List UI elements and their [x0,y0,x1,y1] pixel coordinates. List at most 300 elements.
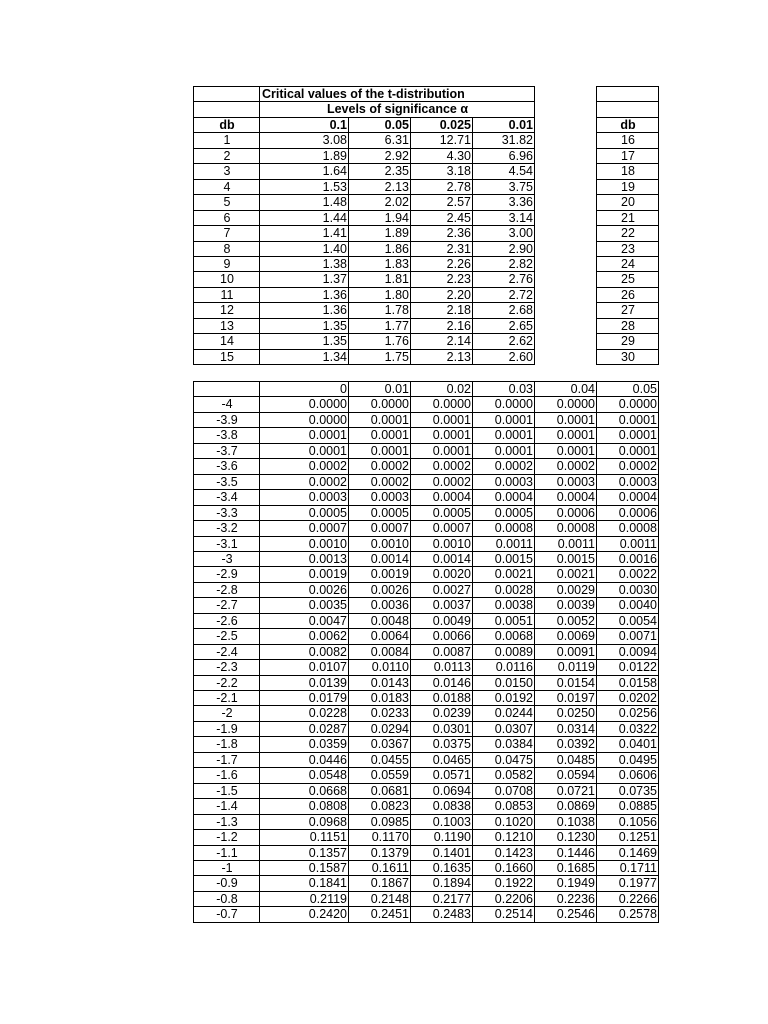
probability-cell: 0.1210 [472,829,535,845]
probability-cell: 0.1020 [472,814,535,830]
probability-cell: 0.0322 [596,721,659,737]
probability-cell: 0.0013 [259,551,349,567]
z-value-cell: -3.4 [193,489,260,505]
alpha-header: 0.1 [259,117,349,133]
critical-value-cell: 2.45 [410,210,473,226]
probability-cell: 0.0143 [348,675,411,691]
critical-value-cell: 2.65 [472,318,535,334]
probability-cell: 0.0823 [348,798,411,814]
probability-cell: 0.0359 [259,736,349,752]
probability-cell: 0.2578 [596,906,659,922]
critical-value-cell: 2.20 [410,287,473,303]
probability-cell: 0.0094 [596,644,659,660]
z-value-cell: -2.9 [193,566,260,582]
probability-cell: 0.1446 [534,845,597,861]
probability-cell: 0.0001 [472,412,535,428]
probability-cell: 0.0052 [534,613,597,629]
probability-cell: 0.0004 [534,489,597,505]
probability-cell: 0.0150 [472,675,535,691]
probability-cell: 0.0107 [259,659,349,675]
critical-value-cell: 3.36 [472,194,535,210]
probability-cell: 0.1230 [534,829,597,845]
probability-cell: 0.0001 [259,427,349,443]
probability-cell: 0.0735 [596,783,659,799]
right-df-cell: 28 [596,318,659,334]
critical-value-cell: 1.36 [259,302,349,318]
probability-cell: 0.0548 [259,767,349,783]
z-value-cell: -1 [193,860,260,876]
critical-value-cell: 1.64 [259,163,349,179]
probability-cell: 0.0016 [596,551,659,567]
probability-cell: 0.0119 [534,659,597,675]
critical-value-cell: 1.81 [348,271,411,287]
probability-cell: 0.0087 [410,644,473,660]
probability-cell: 0.0021 [472,566,535,582]
probability-cell: 0.0001 [410,443,473,459]
probability-cell: 0.1423 [472,845,535,861]
probability-cell: 0.0005 [410,505,473,521]
z-value-cell: -3.5 [193,474,260,490]
probability-cell: 0.0485 [534,752,597,768]
probability-cell: 0.0026 [348,582,411,598]
probability-cell: 0.0003 [348,489,411,505]
critical-value-cell: 12.71 [410,132,473,148]
critical-value-cell: 2.57 [410,194,473,210]
probability-cell: 0.1949 [534,875,597,891]
z-value-cell: -3.6 [193,458,260,474]
probability-cell: 0.0002 [259,474,349,490]
probability-cell: 0.0244 [472,705,535,721]
probability-cell: 0.1711 [596,860,659,876]
critical-value-cell: 2.14 [410,333,473,349]
z-value-cell: -3 [193,551,260,567]
probability-cell: 0.0000 [259,412,349,428]
probability-cell: 0.0002 [472,458,535,474]
probability-cell: 0.0002 [348,474,411,490]
z-decimal-header: 0.03 [472,381,535,397]
probability-cell: 0.0007 [410,520,473,536]
probability-cell: 0.0367 [348,736,411,752]
probability-cell: 0.2420 [259,906,349,922]
probability-cell: 0.1038 [534,814,597,830]
probability-cell: 0.0014 [348,551,411,567]
probability-cell: 0.0005 [472,505,535,521]
z-decimal-header: 0 [259,381,349,397]
df-cell: 5 [193,194,260,210]
right-df-cell: 17 [596,148,659,164]
probability-cell: 0.0606 [596,767,659,783]
probability-cell: 0.0002 [410,458,473,474]
right-df-cell: 19 [596,179,659,195]
critical-value-cell: 1.35 [259,333,349,349]
probability-cell: 0.0004 [596,489,659,505]
critical-value-cell: 1.75 [348,349,411,365]
probability-cell: 0.1841 [259,875,349,891]
right-df-cell: 25 [596,271,659,287]
probability-cell: 0.0004 [410,489,473,505]
probability-cell: 0.0183 [348,690,411,706]
critical-value-cell: 2.23 [410,271,473,287]
probability-cell: 0.0294 [348,721,411,737]
z-value-cell: -2 [193,705,260,721]
probability-cell: 0.0002 [534,458,597,474]
critical-value-cell: 2.72 [472,287,535,303]
probability-cell: 0.0885 [596,798,659,814]
probability-cell: 0.0838 [410,798,473,814]
critical-value-cell: 2.68 [472,302,535,318]
z-value-cell: -1.9 [193,721,260,737]
probability-cell: 0.0037 [410,597,473,613]
critical-value-cell: 1.40 [259,241,349,257]
probability-cell: 0.0721 [534,783,597,799]
probability-cell: 0.2177 [410,891,473,907]
probability-cell: 0.0582 [472,767,535,783]
probability-cell: 0.0001 [410,427,473,443]
probability-cell: 0.0029 [534,582,597,598]
critical-value-cell: 6.96 [472,148,535,164]
probability-cell: 0.0694 [410,783,473,799]
z-value-cell: -4 [193,396,260,412]
probability-cell: 0.0154 [534,675,597,691]
probability-cell: 0.0008 [534,520,597,536]
z-value-cell: -1.7 [193,752,260,768]
df-cell: 14 [193,333,260,349]
probability-cell: 0.0064 [348,628,411,644]
probability-cell: 0.0027 [410,582,473,598]
probability-cell: 0.0071 [596,628,659,644]
probability-cell: 0.2206 [472,891,535,907]
probability-cell: 0.0869 [534,798,597,814]
probability-cell: 0.1635 [410,860,473,876]
probability-cell: 0.1660 [472,860,535,876]
significance-levels-label: Levels of significance α [259,101,535,117]
probability-cell: 0.0001 [348,412,411,428]
probability-cell: 0.0853 [472,798,535,814]
right-df-cell: 16 [596,132,659,148]
probability-cell: 0.0006 [534,505,597,521]
table2-bottom-border [193,922,659,923]
probability-cell: 0.0001 [259,443,349,459]
df-cell: 4 [193,179,260,195]
z-value-cell: -3.1 [193,536,260,552]
probability-cell: 0.0066 [410,628,473,644]
alpha-header: 0.05 [348,117,411,133]
probability-cell: 0.0110 [348,659,411,675]
probability-cell: 0.0475 [472,752,535,768]
probability-cell: 0.0014 [410,551,473,567]
probability-cell: 0.1401 [410,845,473,861]
probability-cell: 0.0001 [534,427,597,443]
right-df-header: db [596,117,659,133]
z-value-cell: -1.1 [193,845,260,861]
probability-cell: 0.0384 [472,736,535,752]
probability-cell: 0.0003 [596,474,659,490]
df-cell: 2 [193,148,260,164]
z-value-cell: -1.2 [193,829,260,845]
z-value-cell: -2.5 [193,628,260,644]
right-df-cell: 22 [596,225,659,241]
probability-cell: 0.0192 [472,690,535,706]
z-value-cell: -2.1 [193,690,260,706]
probability-cell: 0.0594 [534,767,597,783]
right-df-cell: 18 [596,163,659,179]
z-decimal-header: 0.05 [596,381,659,397]
probability-cell: 0.0003 [259,489,349,505]
critical-value-cell: 2.82 [472,256,535,272]
probability-cell: 0.0256 [596,705,659,721]
z-decimal-header: 0.02 [410,381,473,397]
critical-value-cell: 1.38 [259,256,349,272]
probability-cell: 0.2483 [410,906,473,922]
probability-cell: 0.0084 [348,644,411,660]
probability-cell: 0.0559 [348,767,411,783]
probability-cell: 0.0069 [534,628,597,644]
probability-cell: 0.0179 [259,690,349,706]
probability-cell: 0.0001 [534,412,597,428]
probability-cell: 0.0001 [596,412,659,428]
probability-cell: 0.0040 [596,597,659,613]
probability-cell: 0.1685 [534,860,597,876]
right-df-cell: 29 [596,333,659,349]
critical-value-cell: 6.31 [348,132,411,148]
probability-cell: 0.0062 [259,628,349,644]
z-value-cell: -3.3 [193,505,260,521]
probability-cell: 0.0455 [348,752,411,768]
probability-cell: 0.0001 [534,443,597,459]
probability-cell: 0.1977 [596,875,659,891]
probability-cell: 0.0011 [472,536,535,552]
critical-value-cell: 4.54 [472,163,535,179]
critical-value-cell: 2.90 [472,241,535,257]
z-value-cell: -0.7 [193,906,260,922]
probability-cell: 0.1922 [472,875,535,891]
df-header: db [193,117,260,133]
probability-cell: 0.0005 [259,505,349,521]
probability-cell: 0.0089 [472,644,535,660]
probability-cell: 0.0002 [410,474,473,490]
critical-value-cell: 1.53 [259,179,349,195]
critical-value-cell: 2.31 [410,241,473,257]
df-cell: 11 [193,287,260,303]
critical-value-cell: 2.35 [348,163,411,179]
probability-cell: 0.0015 [472,551,535,567]
probability-cell: 0.1251 [596,829,659,845]
probability-cell: 0.0039 [534,597,597,613]
z-decimal-header: 0.04 [534,381,597,397]
probability-cell: 0.0051 [472,613,535,629]
probability-cell: 0.2119 [259,891,349,907]
probability-cell: 0.2266 [596,891,659,907]
probability-cell: 0.2451 [348,906,411,922]
probability-cell: 0.0239 [410,705,473,721]
probability-cell: 0.0197 [534,690,597,706]
table1-bottom-border [193,364,535,365]
probability-cell: 0.0808 [259,798,349,814]
critical-value-cell: 3.18 [410,163,473,179]
critical-value-cell: 3.08 [259,132,349,148]
probability-cell: 0.0091 [534,644,597,660]
df-cell: 6 [193,210,260,226]
probability-cell: 0.0082 [259,644,349,660]
critical-value-cell: 3.14 [472,210,535,226]
z-value-cell: -0.8 [193,891,260,907]
probability-cell: 0.2546 [534,906,597,922]
right-df-cell: 30 [596,349,659,365]
critical-value-cell: 1.89 [259,148,349,164]
critical-value-cell: 31.82 [472,132,535,148]
z-value-cell: -1.4 [193,798,260,814]
probability-cell: 0.0011 [534,536,597,552]
probability-cell: 0.1003 [410,814,473,830]
probability-cell: 0.1190 [410,829,473,845]
probability-cell: 0.0049 [410,613,473,629]
probability-cell: 0.0314 [534,721,597,737]
table2-right-border [658,381,659,923]
z-value-cell: -2.3 [193,659,260,675]
probability-cell: 0.0000 [596,396,659,412]
z-value-cell: -3.2 [193,520,260,536]
probability-cell: 0.0000 [472,396,535,412]
probability-cell: 0.0495 [596,752,659,768]
probability-cell: 0.0446 [259,752,349,768]
critical-value-cell: 1.80 [348,287,411,303]
z-value-cell: -2.4 [193,644,260,660]
probability-cell: 0.0002 [348,458,411,474]
critical-value-cell: 3.75 [472,179,535,195]
probability-cell: 0.0307 [472,721,535,737]
df-cell: 3 [193,163,260,179]
critical-value-cell: 2.13 [410,349,473,365]
probability-cell: 0.0668 [259,783,349,799]
critical-value-cell: 2.62 [472,333,535,349]
probability-cell: 0.0375 [410,736,473,752]
probability-cell: 0.0007 [348,520,411,536]
probability-cell: 0.1357 [259,845,349,861]
critical-value-cell: 1.41 [259,225,349,241]
z-value-cell: -1.3 [193,814,260,830]
table1-blank-cell-2 [193,101,260,117]
critical-value-cell: 1.35 [259,318,349,334]
z-value-cell: -0.9 [193,875,260,891]
critical-value-cell: 2.76 [472,271,535,287]
df-cell: 9 [193,256,260,272]
probability-cell: 0.0000 [410,396,473,412]
right-df-cell: 24 [596,256,659,272]
df-cell: 15 [193,349,260,365]
critical-value-cell: 1.76 [348,333,411,349]
probability-cell: 0.0001 [596,443,659,459]
probability-cell: 0.0036 [348,597,411,613]
probability-cell: 0.1611 [348,860,411,876]
critical-value-cell: 4.30 [410,148,473,164]
probability-cell: 0.1867 [348,875,411,891]
probability-cell: 0.0202 [596,690,659,706]
probability-cell: 0.0116 [472,659,535,675]
probability-cell: 0.0001 [348,427,411,443]
probability-cell: 0.0047 [259,613,349,629]
critical-value-cell: 2.36 [410,225,473,241]
df-cell: 8 [193,241,260,257]
z-decimal-header: 0.01 [348,381,411,397]
critical-value-cell: 1.78 [348,302,411,318]
probability-cell: 0.0010 [410,536,473,552]
probability-cell: 0.0158 [596,675,659,691]
critical-value-cell: 2.60 [472,349,535,365]
probability-cell: 0.0571 [410,767,473,783]
critical-table-title: Critical values of the t-distribution [259,86,535,102]
probability-cell: 0.1170 [348,829,411,845]
right-df-cell: 20 [596,194,659,210]
probability-cell: 0.0250 [534,705,597,721]
critical-value-cell: 2.78 [410,179,473,195]
probability-cell: 0.0139 [259,675,349,691]
right-df-cell: 27 [596,302,659,318]
probability-cell: 0.0001 [348,443,411,459]
probability-cell: 0.0008 [596,520,659,536]
probability-cell: 0.1056 [596,814,659,830]
probability-cell: 0.0188 [410,690,473,706]
probability-cell: 0.0028 [472,582,535,598]
probability-cell: 0.0000 [259,396,349,412]
probability-cell: 0.0068 [472,628,535,644]
probability-cell: 0.0019 [348,566,411,582]
probability-cell: 0.0010 [348,536,411,552]
probability-cell: 0.2236 [534,891,597,907]
probability-cell: 0.0002 [596,458,659,474]
probability-cell: 0.0008 [472,520,535,536]
critical-value-cell: 1.44 [259,210,349,226]
probability-cell: 0.0401 [596,736,659,752]
probability-cell: 0.1587 [259,860,349,876]
probability-cell: 0.0026 [259,582,349,598]
table1-right-bottom-border [596,364,659,365]
probability-cell: 0.1894 [410,875,473,891]
probability-cell: 0.0146 [410,675,473,691]
df-cell: 10 [193,271,260,287]
probability-cell: 0.0020 [410,566,473,582]
probability-cell: 0.0021 [534,566,597,582]
z-value-cell: -1.8 [193,736,260,752]
probability-cell: 0.2148 [348,891,411,907]
z-value-cell: -3.8 [193,427,260,443]
probability-cell: 0.0022 [596,566,659,582]
right-db-blank-cell [596,86,659,102]
alpha-header: 0.01 [472,117,535,133]
critical-value-cell: 1.86 [348,241,411,257]
z-value-cell: -1.6 [193,767,260,783]
probability-cell: 0.0007 [259,520,349,536]
probability-cell: 0.0054 [596,613,659,629]
probability-cell: 0.0113 [410,659,473,675]
table1-right-border [534,86,535,365]
critical-value-cell: 1.94 [348,210,411,226]
critical-value-cell: 2.02 [348,194,411,210]
probability-cell: 0.0681 [348,783,411,799]
z-value-cell: -3.9 [193,412,260,428]
critical-value-cell: 1.48 [259,194,349,210]
probability-cell: 0.1151 [259,829,349,845]
probability-cell: 0.0001 [472,427,535,443]
probability-cell: 0.0000 [348,396,411,412]
z-value-cell: -1.5 [193,783,260,799]
critical-value-cell: 2.13 [348,179,411,195]
probability-cell: 0.1469 [596,845,659,861]
probability-cell: 0.0011 [596,536,659,552]
probability-cell: 0.0001 [410,412,473,428]
probability-cell: 0.2514 [472,906,535,922]
right-db-blank-cell-2 [596,101,659,117]
probability-cell: 0.0038 [472,597,535,613]
